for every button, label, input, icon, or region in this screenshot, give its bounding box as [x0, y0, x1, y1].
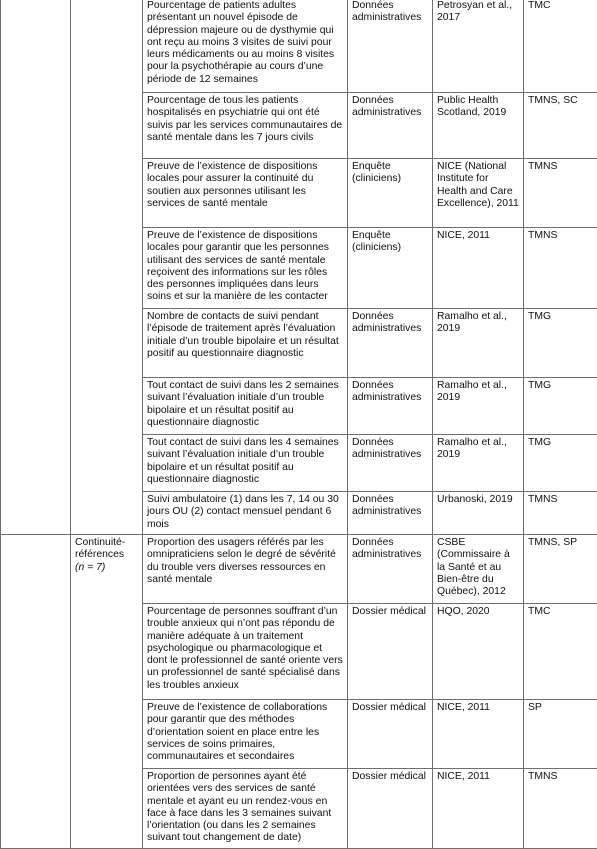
- type-cell: TMC: [524, 604, 597, 700]
- source-cell: Données administratives: [348, 535, 433, 604]
- indicator-cell: Preuve de l’existence de collaborations pour garantir que des méthodes d’orientation soient en place entre les services de soins primaires, communautaires et secondaires: [143, 700, 348, 769]
- reference-cell: NICE, 2011: [433, 700, 524, 769]
- indicator-cell: Preuve de l’existence de dispositions locales pour garantir que les personnes utilisant des services de santé mentale reçoivent des informations sur les rôles des personnes impliquées dans leurs soins et sur la manière de les contacter: [143, 228, 348, 309]
- indicator-cell: Pourcentage de tous les patients hospitalisés en psychiatrie qui ont été suivis par les services communautaires de santé mentale dans les 7 jours civils: [143, 93, 348, 159]
- type-cell: TMG: [524, 309, 597, 378]
- source-cell: Données administratives: [348, 435, 433, 492]
- reference-cell: Urbanoski, 2019: [433, 492, 524, 535]
- source-cell: Dossier médical: [348, 769, 433, 849]
- indicator-cell: Pourcentage de patients adultes présentant un nouvel épisode de dépression majeure ou de dysthymie qui ont reçu au moins 3 visites de suivi pour leurs médicaments ou au moins 8 visites pour la psychothérapie au cours d’une période de 12 semaines: [143, 0, 348, 93]
- type-cell: TMG: [524, 435, 597, 492]
- indicator-cell: Preuve de l’existence de dispositions locales pour assurer la continuité du soutien aux personnes utilisant les services de santé mentale: [143, 159, 348, 228]
- source-cell: Données administratives: [348, 0, 433, 93]
- type-cell: TMNS: [524, 228, 597, 309]
- reference-cell: NICE (National Institute for Health and Care Excellence), 2011: [433, 159, 524, 228]
- reference-cell: CSBE (Commissaire à la Santé et au Bien-être du Québec), 2012: [433, 535, 524, 604]
- type-cell: TMNS, SP: [524, 535, 597, 604]
- type-cell: TMC: [524, 0, 597, 93]
- source-cell: Dossier médical: [348, 700, 433, 769]
- source-cell: Données administratives: [348, 309, 433, 378]
- indicator-cell: Tout contact de suivi dans les 4 semaines suivant l’évaluation initiale d’un trouble bipolaire et un résultat positif au questionnaire diagnostic: [143, 435, 348, 492]
- category-cell: [71, 0, 143, 535]
- source-cell: Enquête (cliniciens): [348, 228, 433, 309]
- indicator-cell: Tout contact de suivi dans les 2 semaines suivant l’évaluation initiale d’un trouble bipolaire et un résultat positif au questionnaire diagnostic: [143, 378, 348, 435]
- reference-cell: Petrosyan et al., 2017: [433, 0, 524, 93]
- indicator-cell: Pourcentage de personnes souffrant d’un trouble anxieux qui n’ont pas répondu de manière adéquate à un traitement psychologique ou pharmacologique et dont le professionnel de santé oriente vers un professionnel de santé spécialisé dans les troubles anxieux: [143, 604, 348, 700]
- source-cell: Enquête (cliniciens): [348, 159, 433, 228]
- source-cell: Dossier médical: [348, 604, 433, 700]
- category-count: (n = 7): [75, 562, 138, 574]
- type-cell: TMNS: [524, 492, 597, 535]
- type-cell: SP: [524, 700, 597, 769]
- reference-cell: NICE, 2011: [433, 228, 524, 309]
- type-cell: TMNS, SC: [524, 93, 597, 159]
- reference-cell: HQO, 2020: [433, 604, 524, 700]
- reference-cell: Ramalho et al., 2019: [433, 435, 524, 492]
- type-cell: TMNS: [524, 159, 597, 228]
- type-cell: TMG: [524, 378, 597, 435]
- source-cell: Données administratives: [348, 492, 433, 535]
- source-cell: Données administratives: [348, 93, 433, 159]
- reference-cell: Public Health Scotland, 2019: [433, 93, 524, 159]
- table-body: [1, 0, 597, 849]
- reference-cell: NICE, 2011: [433, 769, 524, 849]
- type-cell: TMNS: [524, 769, 597, 849]
- reference-cell: Ramalho et al., 2019: [433, 309, 524, 378]
- table-row: [1, 535, 597, 604]
- reference-cell: Ramalho et al., 2019: [433, 378, 524, 435]
- indicator-cell: Suivi ambulatoire (1) dans les 7, 14 ou 30 jours OU (2) contact mensuel pendant 6 mois: [143, 492, 348, 535]
- category-label: Continuité-références: [75, 537, 138, 562]
- indicator-cell: Proportion de personnes ayant été orientées vers des services de santé mentale et ayant eu un rendez-vous en face à face dans les 3 semaines suivant l’orientation (ou dans les 2 semaines suivant tout changement de date): [143, 769, 348, 849]
- table-row: [1, 0, 597, 93]
- source-cell: Données administratives: [348, 378, 433, 435]
- category-cell: [71, 535, 143, 849]
- empty-lead-cell: [1, 535, 71, 849]
- indicator-cell: Proportion des usagers référés par les omnipraticiens selon le degré de sévérité du trouble vers diverses ressources en santé mentale: [143, 535, 348, 604]
- indicator-cell: Nombre de contacts de suivi pendant l’épisode de traitement après l’évaluation initiale d’un trouble bipolaire et un résultat positif au questionnaire diagnostic: [143, 309, 348, 378]
- empty-lead-cell: [1, 0, 71, 535]
